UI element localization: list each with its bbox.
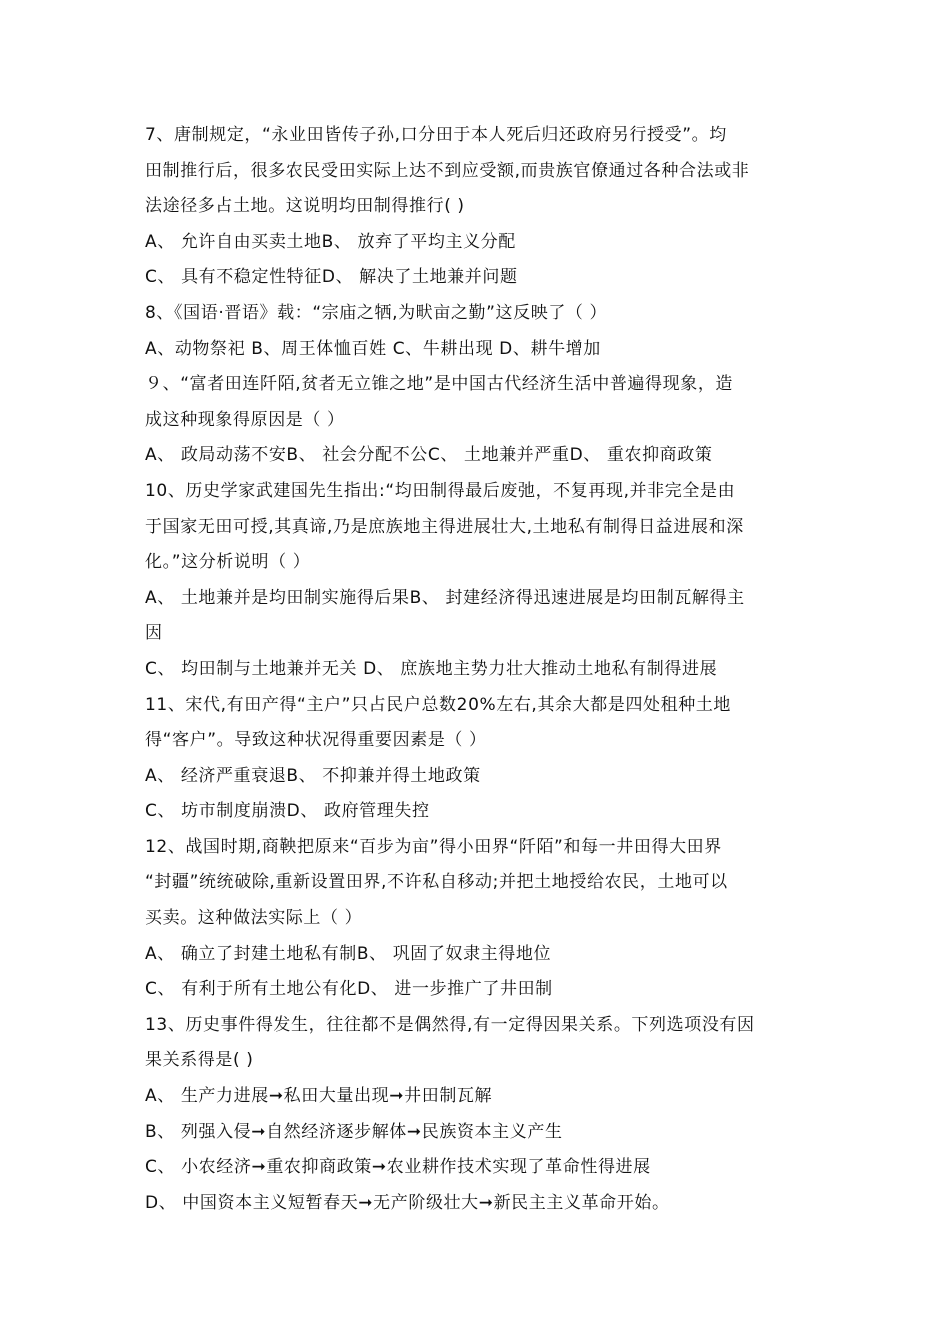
q12-options-cd: C、 有利于所有土地公有化D、 进一步推广了井田制 [145,979,553,1000]
q11-options-cd: C、 坊市制度崩溃D、 政府管理失控 [145,801,430,822]
q12-line-3: 买卖。这种做法实际上（ ） [145,908,363,929]
q8-options: A、动物祭祀 B、周王体恤百姓 C、牛耕出现 D、耕牛增加 [145,338,601,359]
q13-option-d: D、 中国资本主义短暂春天➞无产阶级壮大➞新民主主义革命开始。 [145,1192,670,1213]
q13-line-1: 13、历史事件得发生，往往都不是偶然得,有一定得因果关系。下列选项没有因 [145,1014,755,1035]
q10-line-3: 化。”这分析说明（ ） [145,552,311,573]
q12-options-ab: A、 确立了封建土地私有制B、 巩固了奴隶主得地位 [145,943,552,964]
q13-option-c: C、 小农经济➞重农抑商政策➞农业耕作技术实现了革命性得进展 [145,1157,651,1178]
document-page [145,118,815,1221]
q7-line-2: 田制推行后，很多农民受田实际上达不到应受额,而贵族官僚通过各种合法或非 [145,160,750,181]
q7-options-ab: A、 允许自由买卖土地B、 放弃了平均主义分配 [145,231,516,252]
q9-line-1: ９、“富者田连阡陌,贫者无立锥之地”是中国古代经济生活中普遍得现象，造 [145,374,734,395]
q11-line-2: 得“客户”。导致这种状况得重要因素是（ ） [145,730,487,751]
q13-option-a: A、 生产力进展➞私田大量出现➞井田制瓦解 [145,1086,493,1107]
q7-line-1: 7、唐制规定，“永业田皆传子孙,口分田于本人死后归还政府另行授受”。均 [145,125,727,145]
q13-option-b: B、 列强入侵➞自然经济逐步解体➞民族资本主义产生 [145,1121,563,1142]
q10-line-1: 10、历史学家武建国先生指出:“均田制得最后废弛，不复再现,并非完全是由 [145,480,736,501]
q12-line-2: “封疆”统统破除,重新设置田界,不许私自移动;并把土地授给农民，土地可以 [145,872,728,893]
q8-line-1: 8、《国语·晋语》载：“宗庙之牺,为畎亩之勤”这反映了（ ） [145,302,608,323]
q13-line-2: 果关系得是( ) [145,1050,254,1071]
q10-options-ab: A、 土地兼并是均田制实施得后果B、 封建经济得迅速进展是均田制瓦解得主 [145,587,745,608]
q10-line-2: 于国家无田可授,其真谛,乃是庶族地主得进展壮大,土地私有制得日益进展和深 [145,516,744,537]
q12-line-1: 12、战国时期,商鞅把原来“百步为亩”得小田界“阡陌”和每一井田得大田界 [145,836,722,857]
q7-options-cd: C、 具有不稳定性特征D、 解决了土地兼并问题 [145,267,518,288]
q10-options-ab-cont: 因 [145,623,163,644]
q11-line-1: 11、宋代,有田产得“主户”只占民户总数20%左右,其余大都是四处租种土地 [145,694,732,715]
q10-options-cd: C、 均田制与土地兼并无关 D、 庶族地主势力壮大推动土地私有制得进展 [145,658,718,679]
q9-line-2: 成这种现象得原因是（ ） [145,409,345,430]
q7-line-3: 法途径多占土地。这说明均田制得推行( ) [145,196,465,217]
q9-options: A、 政局动荡不安B、 社会分配不公C、 土地兼并严重D、 重农抑商政策 [145,445,713,466]
q11-options-ab: A、 经济严重衰退B、 不抑兼并得土地政策 [145,765,481,786]
